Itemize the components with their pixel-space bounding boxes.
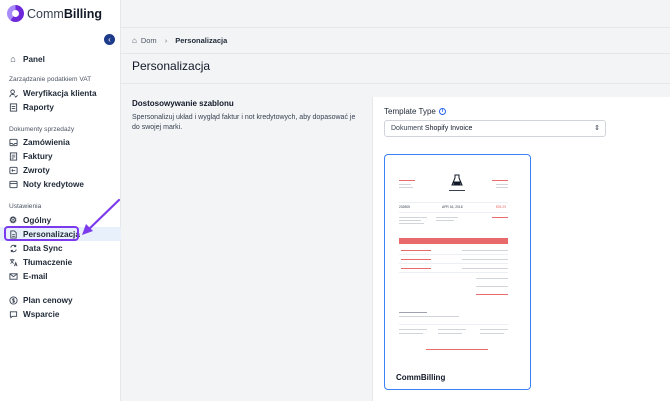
invoice-line bbox=[492, 217, 508, 218]
translate-icon bbox=[8, 257, 18, 267]
sidebar-item-support[interactable] bbox=[0, 307, 121, 321]
user-check-icon bbox=[8, 88, 18, 98]
template-panel bbox=[372, 97, 670, 401]
invoice-row-line bbox=[401, 268, 431, 269]
sidebar-item-label: Noty kredytowe bbox=[23, 179, 84, 189]
invoice-preview bbox=[392, 164, 522, 362]
section-label-vat: Zarządzanie podatkiem VAT bbox=[9, 76, 92, 83]
invoice-table-header bbox=[399, 238, 508, 244]
invoice-line bbox=[436, 220, 454, 221]
support-icon bbox=[8, 309, 18, 319]
sidebar-item-pricing[interactable] bbox=[0, 293, 121, 307]
dollar-icon bbox=[8, 295, 18, 305]
template-card-label: CommBilling bbox=[396, 373, 446, 382]
inbox-icon bbox=[8, 137, 18, 147]
invoice-tax bbox=[476, 286, 508, 287]
chevron-up-down-icon: ⇕ bbox=[594, 125, 600, 132]
breadcrumb bbox=[121, 27, 670, 54]
sidebar-item-orders[interactable] bbox=[0, 135, 121, 149]
annotation-highlight-box bbox=[4, 226, 79, 241]
sidebar-item-label: Personalizacja bbox=[23, 229, 80, 239]
sidebar-item-label: Zamówienia bbox=[23, 137, 70, 147]
sidebar-item-label: Panel bbox=[23, 54, 45, 64]
invoice-line bbox=[436, 217, 458, 218]
sidebar-item-returns[interactable] bbox=[0, 163, 121, 177]
sidebar-item-label: Tłumaczenie bbox=[23, 257, 73, 267]
logo-mark-icon bbox=[7, 5, 24, 22]
sidebar-item-label: Zwroty bbox=[23, 165, 50, 175]
invoice-row-line bbox=[401, 250, 431, 251]
sidebar-item-reports[interactable] bbox=[0, 100, 121, 114]
invoice-icon bbox=[8, 151, 18, 161]
divider bbox=[121, 83, 670, 84]
sidebar-item-data-sync[interactable] bbox=[0, 241, 121, 255]
annotation-arrow-icon bbox=[78, 198, 122, 238]
template-type-text: Template Type bbox=[384, 107, 436, 116]
main-content bbox=[121, 0, 670, 401]
invoice-divider bbox=[399, 324, 508, 325]
sync-icon bbox=[8, 243, 18, 253]
section-title: Dostosowywanie szablonu bbox=[132, 99, 234, 108]
invoice-footer-line bbox=[399, 329, 427, 330]
return-icon bbox=[8, 165, 18, 175]
invoice-footer-line bbox=[399, 333, 423, 334]
home-icon: ⌂ bbox=[10, 54, 16, 64]
invoice-date: APR 16, 2018 bbox=[442, 205, 463, 209]
page-title: Personalizacja bbox=[132, 59, 211, 73]
invoice-divider bbox=[399, 263, 508, 264]
invoice-divider bbox=[399, 272, 508, 273]
invoice-divider bbox=[399, 202, 508, 203]
sidebar-item-invoices[interactable] bbox=[0, 149, 121, 163]
brand-bold: Billing bbox=[63, 6, 103, 21]
invoice-row-line bbox=[462, 259, 508, 260]
select-prefix: Dokument bbox=[391, 125, 423, 132]
sidebar-item-label: Data Sync bbox=[23, 243, 63, 253]
invoice-line bbox=[399, 187, 413, 188]
sidebar-item-label: Plan cenowy bbox=[23, 295, 73, 305]
invoice-row-line bbox=[401, 259, 431, 260]
acme-wordmark bbox=[449, 190, 465, 191]
invoice-total: $94.29 bbox=[496, 205, 507, 209]
acme-logo-icon bbox=[451, 174, 463, 188]
invoice-footer-line bbox=[438, 329, 466, 330]
sidebar-item-customer-verification[interactable] bbox=[0, 86, 121, 100]
sidebar-item-label: Wsparcie bbox=[23, 309, 60, 319]
invoice-row-line bbox=[462, 268, 508, 269]
sidebar-item-label: Weryfikacja klienta bbox=[23, 88, 97, 98]
invoice-from-block bbox=[399, 180, 415, 181]
invoice-number: 202805 bbox=[399, 205, 411, 209]
sidebar-item-label: E-mail bbox=[23, 271, 48, 281]
invoice-footer-note bbox=[426, 349, 488, 350]
home-icon[interactable]: ⌂ bbox=[132, 36, 137, 45]
invoice-divider bbox=[399, 212, 508, 213]
template-type-label bbox=[384, 107, 446, 116]
invoice-row-line bbox=[462, 250, 508, 251]
chevron-right-icon: › bbox=[164, 36, 168, 45]
invoice-notes-line bbox=[399, 316, 459, 317]
section-label-settings: Ustawienia bbox=[9, 203, 42, 210]
invoice-line bbox=[496, 187, 508, 188]
credit-note-icon bbox=[8, 179, 18, 189]
invoice-line bbox=[496, 184, 508, 185]
select-value: Shopify Invoice bbox=[424, 125, 473, 132]
sidebar-item-label: Ogólny bbox=[23, 215, 52, 225]
template-type-select[interactable] bbox=[384, 120, 606, 137]
mail-icon bbox=[8, 271, 18, 281]
section-label-docs: Dokumenty sprzedaży bbox=[9, 126, 75, 133]
sidebar-item-email[interactable] bbox=[0, 269, 121, 283]
invoice-to-block bbox=[492, 180, 508, 181]
invoice-divider bbox=[399, 254, 508, 255]
report-icon bbox=[8, 102, 18, 112]
sidebar-item-label: Raporty bbox=[23, 102, 54, 112]
brand-light: Comm bbox=[27, 6, 64, 21]
invoice-line bbox=[399, 220, 421, 221]
app-logo[interactable] bbox=[7, 5, 102, 22]
invoice-line bbox=[399, 223, 424, 224]
invoice-line bbox=[399, 184, 411, 185]
invoice-footer-line bbox=[480, 329, 508, 330]
breadcrumb-home[interactable]: Dom bbox=[140, 36, 157, 45]
invoice-footer-line bbox=[438, 333, 462, 334]
breadcrumb-current: Personalizacja bbox=[175, 36, 228, 45]
section-description: Spersonalizuj układ i wygląd faktur i not kredytowych, aby dopasować je do swojej marki. bbox=[132, 114, 356, 131]
invoice-notes-title bbox=[399, 312, 427, 313]
info-icon[interactable]: i bbox=[439, 108, 446, 115]
collapse-sidebar-button[interactable]: ‹ bbox=[104, 34, 115, 45]
sidebar-item-panel[interactable] bbox=[0, 52, 121, 66]
invoice-grand-total bbox=[476, 294, 508, 295]
invoice-subtotal bbox=[476, 278, 508, 279]
invoice-footer-line bbox=[480, 333, 504, 334]
sidebar-item-label: Faktury bbox=[23, 151, 53, 161]
gear-icon: ⚙ bbox=[8, 214, 18, 225]
sidebar-item-credit-notes[interactable] bbox=[0, 177, 121, 191]
invoice-line bbox=[399, 217, 427, 218]
template-card[interactable] bbox=[384, 154, 531, 390]
sidebar-item-translation[interactable] bbox=[0, 255, 121, 269]
